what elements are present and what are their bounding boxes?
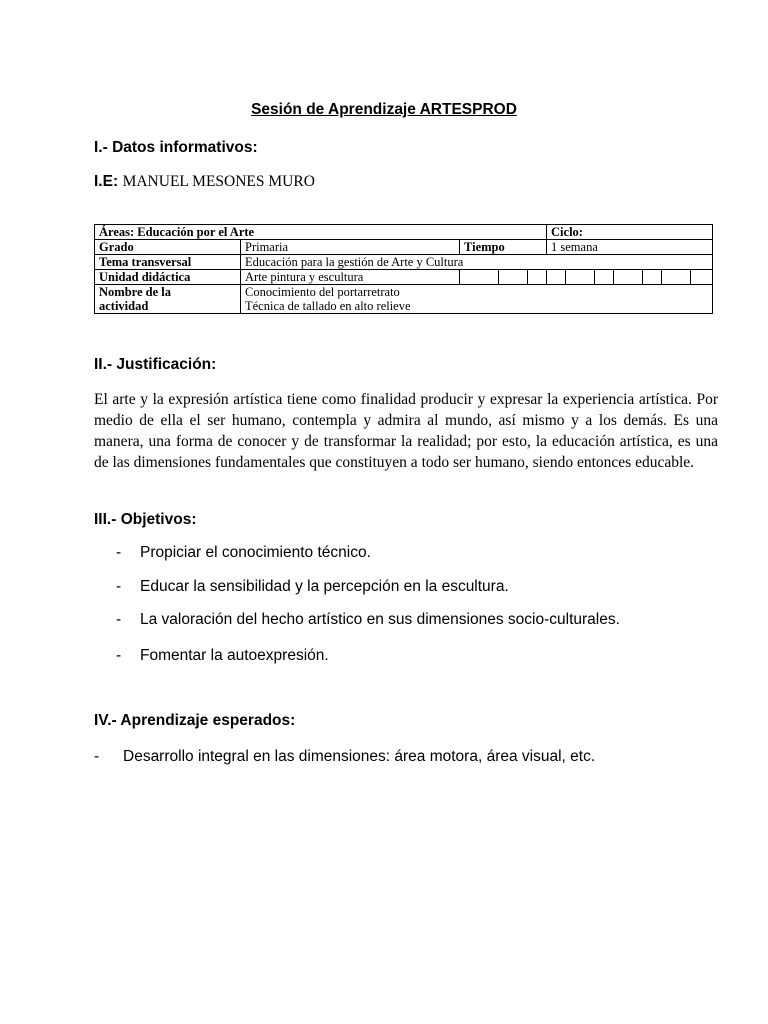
ie-value: MANUEL MESONES MURO — [122, 173, 315, 190]
blank-cell — [547, 270, 566, 285]
justificacion-paragraph: El arte y la expresión artística tiene como finalidad producir y expresar la experiencia artística. Por medio de ella el ser humano, contempla y admira al mundo, así mismo y a los demás. Es una manera, una forma de conocer y de transformar la realidad; por esto, la educación artística, es una de las dimensiones fundamentales que constituyen a todo ser humano, siendo entonces educable. — [94, 391, 718, 471]
section-heading-justificacion: II.- Justificación: — [94, 356, 217, 373]
blank-cell — [614, 270, 643, 285]
tema-label: Tema transversal — [95, 255, 241, 270]
ciclo-label: Ciclo: — [547, 225, 713, 240]
table-row — [95, 225, 713, 240]
document-title: Sesión de Aprendizaje ARTESPROD — [251, 101, 517, 118]
objective-text: Fomentar la autoexpresión. — [140, 647, 329, 664]
bullet-dash: - — [116, 611, 122, 628]
blank-cell — [566, 270, 595, 285]
blank-cell — [460, 270, 499, 285]
table-row — [95, 270, 713, 285]
ie-line — [94, 173, 315, 191]
objective-text: La valoración del hecho artístico en sus dimensiones socio-culturales. — [140, 611, 620, 628]
nombre-value — [241, 285, 713, 314]
table-row — [95, 255, 713, 270]
nombre-label-line: actividad — [99, 299, 149, 313]
objective-text: Propiciar el conocimiento técnico. — [140, 544, 371, 561]
bullet-dash: - — [116, 544, 122, 561]
list-item — [94, 748, 694, 768]
blank-cell — [643, 270, 662, 285]
unidad-label: Unidad didáctica — [95, 270, 241, 285]
bullet-dash: - — [94, 748, 100, 765]
section-heading-aprendizaje: IV.- Aprendizaje esperados: — [94, 712, 296, 729]
list-item — [116, 647, 676, 667]
bullet-dash: - — [116, 578, 122, 595]
nombre-label-line: Nombre de la — [99, 285, 171, 299]
table-row — [95, 240, 713, 255]
blank-cell — [595, 270, 614, 285]
grado-label: Grado — [95, 240, 241, 255]
aprendizaje-text: Desarrollo integral en las dimensiones: área motora, área visual, etc. — [123, 748, 596, 765]
blank-cell — [528, 270, 547, 285]
bullet-dash: - — [116, 647, 122, 664]
list-item — [116, 544, 676, 564]
info-table — [94, 224, 713, 314]
blank-cell — [662, 270, 691, 285]
list-item — [116, 578, 676, 598]
unidad-value: Arte pintura y escultura — [241, 270, 460, 285]
table-row — [95, 285, 713, 314]
blank-cell — [499, 270, 528, 285]
grado-value: Primaria — [241, 240, 460, 255]
nombre-label — [95, 285, 241, 314]
tiempo-value: 1 semana — [547, 240, 713, 255]
tiempo-label: Tiempo — [460, 240, 547, 255]
objective-text: Educar la sensibilidad y la percepción en la escultura. — [140, 578, 509, 595]
list-item — [116, 611, 676, 631]
tema-value: Educación para la gestión de Arte y Cultura — [241, 255, 713, 270]
ie-label: I.E: — [94, 173, 119, 190]
nombre-value-line: Técnica de tallado en alto relieve — [245, 299, 411, 313]
section-heading-datos: I.- Datos informativos: — [94, 139, 258, 156]
blank-cell — [691, 270, 713, 285]
areas-label: Áreas: Educación por el Arte — [95, 225, 547, 240]
section-heading-objetivos: III.- Objetivos: — [94, 511, 197, 528]
nombre-value-line: Conocimiento del portarretrato — [245, 285, 400, 299]
